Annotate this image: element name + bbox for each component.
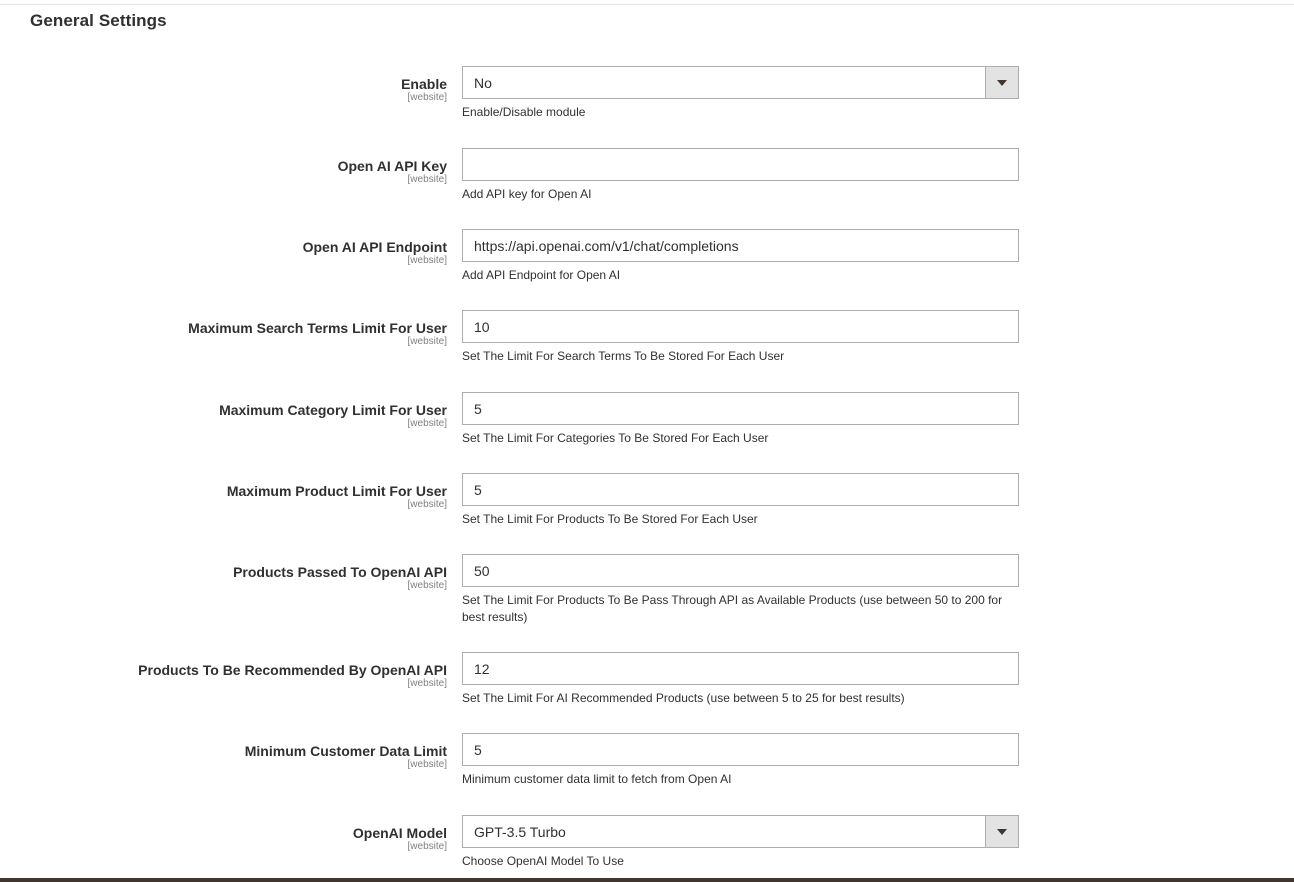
products-recommended-note: Set The Limit For AI Recommended Products (use between 5 to 25 for best results) (462, 691, 905, 705)
scope-label: [website] (407, 174, 447, 185)
scope-label: [website] (407, 255, 447, 266)
enable-label: Enable (401, 76, 447, 92)
api-key-input[interactable] (462, 148, 1019, 181)
bottom-edge-bar (0, 878, 1294, 882)
enable-note: Enable/Disable module (462, 105, 586, 119)
scope-label: [website] (407, 92, 447, 103)
openai-model-label: OpenAI Model (352, 825, 447, 841)
min-customer-data-label: Minimum Customer Data Limit (244, 743, 447, 759)
section-title: General Settings (30, 11, 167, 30)
products-passed-note: Set The Limit For Products To Be Pass Through API as Available Products (use between 50 to 200 for best results) (462, 593, 1003, 624)
api-key-note: Add API key for Open AI (462, 187, 592, 201)
field-label-group (0, 482, 447, 511)
field-label-group (0, 661, 447, 690)
scope-label: [website] (407, 336, 447, 347)
api-endpoint-input[interactable] (462, 229, 1019, 262)
field-label-group (0, 742, 447, 771)
api-key-label: Open AI API Key (337, 158, 447, 174)
chevron-down-icon (997, 829, 1007, 835)
products-recommended-input[interactable] (462, 652, 1019, 685)
openai-model-note: Choose OpenAI Model To Use (462, 854, 624, 868)
products-passed-input[interactable] (462, 554, 1019, 587)
category-limit-label: Maximum Category Limit For User (219, 402, 447, 418)
scope-label: [website] (407, 678, 447, 689)
products-recommended-label: Products To Be Recommended By OpenAI API (138, 662, 447, 678)
field-label-group (0, 563, 447, 592)
openai-model-select[interactable] (462, 815, 1019, 848)
api-endpoint-label: Open AI API Endpoint (302, 239, 447, 255)
enable-select-value: No (474, 75, 492, 91)
category-limit-note: Set The Limit For Categories To Be Stored For Each User (462, 431, 769, 445)
field-label-group (0, 824, 447, 853)
field-label-group (0, 75, 447, 104)
field-label-group (0, 238, 447, 267)
api-endpoint-note: Add API Endpoint for Open AI (462, 268, 621, 282)
field-label-group (0, 157, 447, 186)
top-divider (0, 4, 1294, 5)
search-terms-limit-input[interactable] (462, 310, 1019, 343)
scope-label: [website] (407, 499, 447, 510)
min-customer-data-note: Minimum customer data limit to fetch from Open AI (462, 772, 732, 786)
category-limit-input[interactable] (462, 392, 1019, 425)
product-limit-note: Set The Limit For Products To Be Stored For Each User (462, 512, 758, 526)
search-terms-limit-label: Maximum Search Terms Limit For User (188, 320, 447, 336)
product-limit-input[interactable] (462, 473, 1019, 506)
enable-select[interactable] (462, 66, 1019, 99)
chevron-down-icon (997, 80, 1007, 86)
scope-label: [website] (407, 580, 447, 591)
products-passed-label: Products Passed To OpenAI API (233, 564, 447, 580)
scope-label: [website] (407, 759, 447, 770)
enable-select-button[interactable] (985, 67, 1018, 98)
min-customer-data-input[interactable] (462, 733, 1019, 766)
scope-label: [website] (407, 418, 447, 429)
openai-model-select-value: GPT-3.5 Turbo (474, 824, 566, 840)
product-limit-label: Maximum Product Limit For User (226, 483, 447, 499)
field-label-group (0, 319, 447, 348)
field-label-group (0, 401, 447, 430)
scope-label: [website] (407, 841, 447, 852)
search-terms-limit-note: Set The Limit For Search Terms To Be Stored For Each User (462, 349, 785, 363)
openai-model-select-button[interactable] (985, 816, 1018, 847)
